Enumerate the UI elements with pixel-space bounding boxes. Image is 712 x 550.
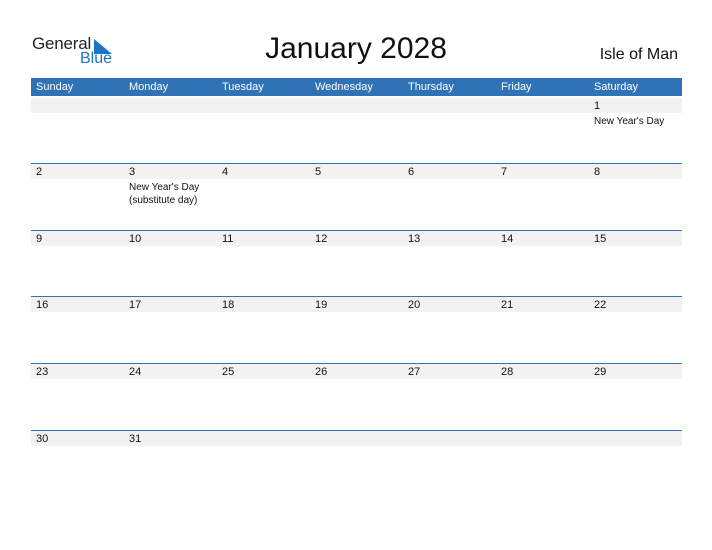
day-number: 24 <box>129 366 142 378</box>
logo-text-blue: Blue <box>80 50 113 67</box>
day-cell <box>31 296 124 363</box>
day-cell <box>403 296 496 363</box>
day-cell <box>403 163 496 230</box>
weekday-saturday: Saturday <box>594 81 639 93</box>
day-cell <box>496 363 589 430</box>
weekday-sunday: Sunday <box>36 81 74 93</box>
week-row <box>31 163 682 230</box>
day-number: 17 <box>129 299 142 311</box>
day-cell <box>31 230 124 297</box>
day-cell <box>589 430 682 497</box>
day-cell <box>124 163 217 230</box>
day-number: 9 <box>36 233 43 245</box>
day-number: 14 <box>501 233 514 245</box>
day-number: 26 <box>315 366 328 378</box>
day-cell <box>124 430 217 497</box>
day-number: 6 <box>408 166 415 178</box>
day-number: 25 <box>222 366 235 378</box>
logo-text-general: General <box>32 34 92 53</box>
day-cell <box>496 97 589 164</box>
weekday-tuesday: Tuesday <box>222 81 264 93</box>
weekday-friday: Friday <box>501 81 532 93</box>
day-cell <box>217 163 310 230</box>
day-number: 22 <box>594 299 607 311</box>
day-number: 21 <box>501 299 514 311</box>
weekday-thursday: Thursday <box>408 81 454 93</box>
day-cell <box>496 163 589 230</box>
weekday-header <box>31 78 682 96</box>
day-cell <box>124 230 217 297</box>
week-row <box>31 430 682 497</box>
day-number: 23 <box>36 366 49 378</box>
day-number: 5 <box>315 166 322 178</box>
day-number: 30 <box>36 433 49 445</box>
weekday-wednesday: Wednesday <box>315 81 373 93</box>
day-cell <box>589 230 682 297</box>
holiday-label <box>594 115 684 128</box>
day-cell <box>589 163 682 230</box>
day-cell <box>589 97 682 164</box>
day-cell <box>217 430 310 497</box>
day-cell <box>310 363 403 430</box>
day-cell <box>403 230 496 297</box>
day-number: 3 <box>129 166 136 178</box>
day-cell <box>31 363 124 430</box>
day-number: 4 <box>222 166 229 178</box>
day-cell <box>310 97 403 164</box>
week-row <box>31 296 682 363</box>
day-cell <box>31 430 124 497</box>
day-number: 27 <box>408 366 421 378</box>
day-number: 13 <box>408 233 421 245</box>
day-number: 7 <box>501 166 508 178</box>
day-number: 18 <box>222 299 235 311</box>
day-number: 16 <box>36 299 49 311</box>
week-row <box>31 230 682 297</box>
day-cell <box>31 163 124 230</box>
day-number: 15 <box>594 233 607 245</box>
holiday-line: New Year's Day <box>594 116 665 127</box>
holiday-line: New Year's Day <box>129 182 200 193</box>
day-cell <box>124 296 217 363</box>
day-number: 28 <box>501 366 514 378</box>
week-row <box>31 97 682 164</box>
day-number: 31 <box>129 433 142 445</box>
day-number: 1 <box>594 100 601 112</box>
day-cell <box>310 430 403 497</box>
holiday-line: (substitute day) <box>129 195 198 206</box>
holiday-label <box>129 181 219 207</box>
day-number: 20 <box>408 299 421 311</box>
day-cell <box>403 430 496 497</box>
day-number: 19 <box>315 299 328 311</box>
day-number: 29 <box>594 366 607 378</box>
day-number: 10 <box>129 233 142 245</box>
day-cell <box>217 97 310 164</box>
day-cell <box>31 97 124 164</box>
day-number: 12 <box>315 233 328 245</box>
day-number: 2 <box>36 166 43 178</box>
page-title: January 2028 <box>265 32 447 65</box>
day-cell <box>403 363 496 430</box>
day-cell <box>124 363 217 430</box>
day-cell <box>310 163 403 230</box>
day-cell <box>403 97 496 164</box>
day-cell <box>496 430 589 497</box>
day-cell <box>310 296 403 363</box>
day-cell <box>496 296 589 363</box>
day-cell <box>217 363 310 430</box>
day-number: 8 <box>594 166 601 178</box>
region-label: Isle of Man <box>599 46 678 63</box>
week-row <box>31 363 682 430</box>
day-cell <box>124 97 217 164</box>
weekday-monday: Monday <box>129 81 169 93</box>
day-cell <box>217 230 310 297</box>
day-cell <box>496 230 589 297</box>
day-cell <box>217 296 310 363</box>
day-cell <box>589 363 682 430</box>
day-cell <box>310 230 403 297</box>
day-cell <box>589 296 682 363</box>
day-number: 11 <box>222 233 234 245</box>
